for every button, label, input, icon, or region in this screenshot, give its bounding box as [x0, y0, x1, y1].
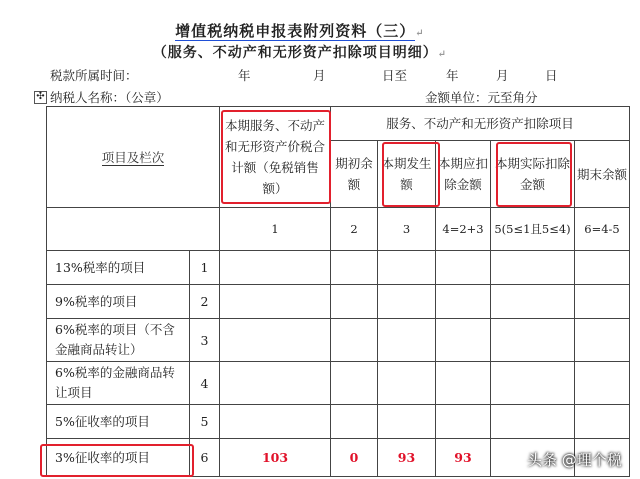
opening-balance-header: 期初余额: [331, 141, 378, 208]
period-to-month: 月: [496, 68, 509, 83]
table-row: [47, 319, 630, 362]
row-label: 9%税率的项目: [47, 285, 190, 319]
row-label: 6%税率的金融商品转让项目: [47, 362, 190, 405]
closing-balance-header: 期末余额: [575, 141, 630, 208]
form-subtitle: （服务、不动产和无形资产扣除项目明细）↵: [152, 45, 448, 61]
item-column-header: 项目及栏次: [101, 149, 165, 165]
opening-balance-value[interactable]: 0: [331, 439, 378, 477]
code-2: 2: [331, 208, 378, 251]
row-label: 5%征收率的项目: [47, 405, 190, 439]
period-from-day-to: 日至: [382, 68, 408, 83]
form-title: 增值税纳税申报表附列资料（三）↵: [175, 22, 425, 40]
table-row: [47, 285, 630, 319]
period-from-month: 月: [313, 68, 326, 83]
row-line-number: 2: [190, 285, 220, 319]
amount-unit-label: 金额单位：元至角分: [425, 90, 538, 105]
actual-deduction-header: 本期实际扣除金额: [491, 141, 575, 208]
period-from-year: 年: [238, 68, 251, 83]
table-row: [47, 251, 630, 285]
row-line-number: 1: [190, 251, 220, 285]
table-row: [47, 405, 630, 439]
highlight-actual-column: [496, 142, 572, 207]
taxpayer-name-label: 纳税人名称：（公章）: [50, 90, 169, 105]
row-label: 6%税率的项目（不含金融商品转让）: [47, 319, 190, 362]
item-header-cell: [47, 107, 220, 208]
total-column-header: 本期服务、不动产和无形资产价税合计额（免税销售额）: [220, 107, 331, 208]
table-move-handle-icon[interactable]: ✣: [34, 91, 47, 104]
period-to-day: 日: [545, 68, 558, 83]
row-line-number: 6: [190, 439, 220, 477]
current-amount-header: 本期发生额: [378, 141, 436, 208]
total-amount-value[interactable]: 103: [220, 439, 331, 477]
highlight-current-column: [382, 142, 440, 207]
period-to-year: 年: [446, 68, 459, 83]
code-1: 1: [220, 208, 331, 251]
code-4: 4=2+3: [436, 208, 491, 251]
row-line-number: 3: [190, 319, 220, 362]
code-3: 3: [378, 208, 436, 251]
table-row: [47, 362, 630, 405]
watermark: 头条 @理个税: [527, 451, 622, 469]
deductible-amount-value[interactable]: 93: [436, 439, 491, 477]
deductible-amount-header: 本期应扣除金额: [436, 141, 491, 208]
code-5: 5(5≤1且5≤4): [491, 208, 575, 251]
row-label: 13%税率的项目: [47, 251, 190, 285]
highlight-3pct-row: [40, 444, 194, 477]
deduction-group-header: 服务、不动产和无形资产扣除项目: [331, 107, 630, 141]
tax-period-label: 税款所属时间：: [50, 68, 138, 83]
row-line-number: 4: [190, 362, 220, 405]
highlight-total-column: [221, 110, 331, 204]
row-label: 3%征收率的项目: [47, 439, 190, 477]
code-6: 6=4-5: [575, 208, 630, 251]
row-line-number: 5: [190, 405, 220, 439]
current-amount-value[interactable]: 93: [378, 439, 436, 477]
